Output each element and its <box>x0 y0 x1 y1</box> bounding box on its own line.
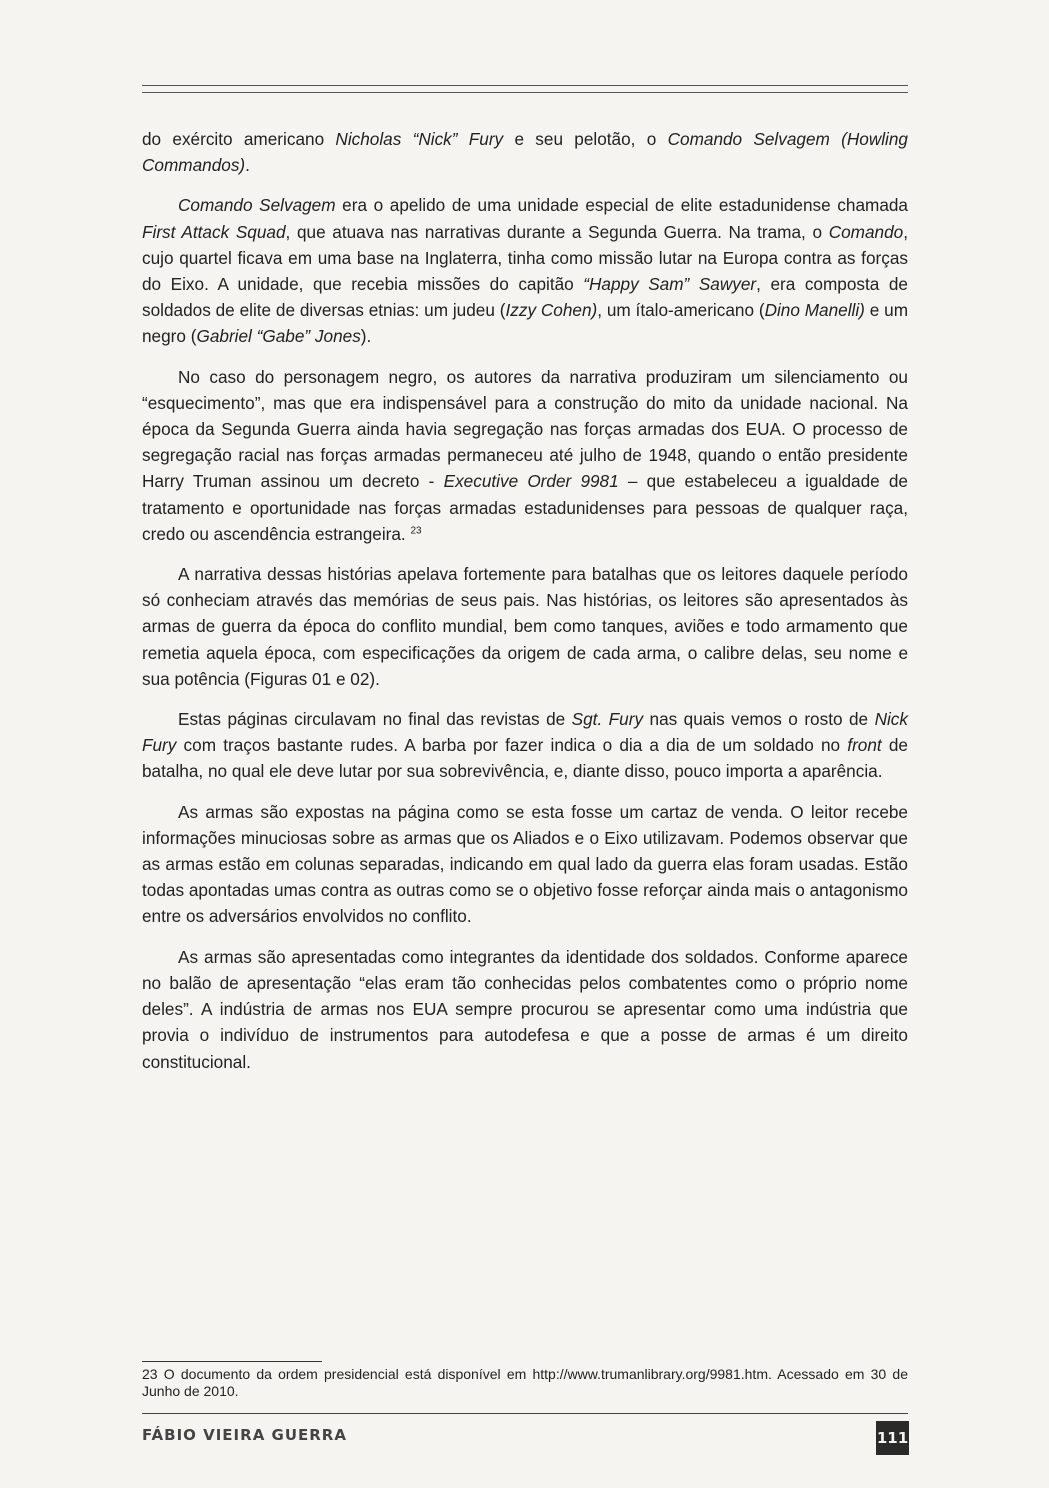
page-number: 111 <box>876 1421 909 1455</box>
paragraph-7: As armas são apresentadas como integrantes da identidade dos soldados. Conforme aparece no balão de apresentação “elas eram tão conhecidas pelos combatentes como o próprio nome deles”. A indústria de armas nos EUA sempre procurou se apresentar como uma indústria que provia o indivíduo de instrumentos para autodefesa e que a posse de armas é um direito constitucional. <box>142 946 908 1072</box>
paragraph-2: Comando Selvagem era o apelido de uma unidade especial de elite estadunidense chamada First Attack Squad, que atuava nas narrativas durante a Segunda Guerra. Na trama, o Comando, cujo quartel ficava em uma base na Inglaterra, tinha como missão lutar na Europa contra as forças do Eixo. A unidade, que recebia missões do capitão “Happy Sam” Sawyer, era composta de soldados de elite de diversas etnias: um judeu (Izzy Cohen), um ítalo-americano (Dino Manelli) e um negro (Gabriel “Gabe” Jones). <box>142 195 909 347</box>
paragraph-1: do exército americano Nicholas “Nick” Fury e seu pelotão, o Comando Selvagem (Howling Commandos). <box>142 129 908 176</box>
footer-author: FÁBIO VIEIRA GUERRA <box>142 1426 347 1444</box>
footnote-23: 23 O documento da ordem presidencial está disponível em http://www.trumanlibrary.org/9981.htm. Acessado em 30 de Junho de 2010. <box>142 1366 908 1399</box>
paragraph-6: As armas são expostas na página como se esta fosse um cartaz de venda. O leitor recebe informações minuciosas sobre as armas que os Aliados e o Eixo utilizavam. Podemos observar que as armas estão em colunas separadas, indicando em qual lado da guerra elas foram usadas. Estão todas apontadas umas contra as outras como se o objetivo fosse reforçar ainda mais o antagonismo entre os adversários envolvidos no conflito. <box>142 801 908 927</box>
paragraph-4: A narrativa dessas histórias apelava fortemente para batalhas que os leitores daquele período só conheciam através das memórias de seus pais. Nas histórias, os leitores são apresentados às armas de guerra da época do conflito mundial, bem como tanques, aviões e todo armamento que remetia aquela época, com especificações da origem de cada arma, o calibre delas, seu nome e sua potência (Figuras 01 e 02). <box>142 564 908 689</box>
footer-rule <box>142 1413 908 1414</box>
footnote-rule <box>142 1361 322 1362</box>
paragraph-3: No caso do personagem negro, os autores da narrativa produziram um silenciamento ou “esquecimento”, mas que era indispensável para a construção do mito da unidade nacional. Na época da Segunda Guerra ainda havia segregação nas forças armadas dos EUA. O processo de segregação racial nas forças armadas permaneceu até julho de 1948, quando o então presidente Harry Truman assinou um decreto - Executive Order 9981 – que estabeleceu a igualdade de tratamento e oportunidade nas forças armadas estadunidenses para pessoas de qualquer raça, credo ou ascendência estrangeira. $^{23}$ <box>142 366 908 544</box>
footnote-ref-23[interactable]: 23 <box>410 525 422 537</box>
header-rule <box>142 85 908 93</box>
paragraph-5: Estas páginas circulavam no final das revistas de Sgt. Fury nas quais vemos o rosto de Nick Fury com traços bastante rudes. A barba por fazer indica o dia a dia de um soldado no front de batalha, no qual ele deve lutar por sua sobrevivência, e, diante disso, pouco importa a aparência. <box>142 709 908 782</box>
body-text <box>142 126 908 1089</box>
